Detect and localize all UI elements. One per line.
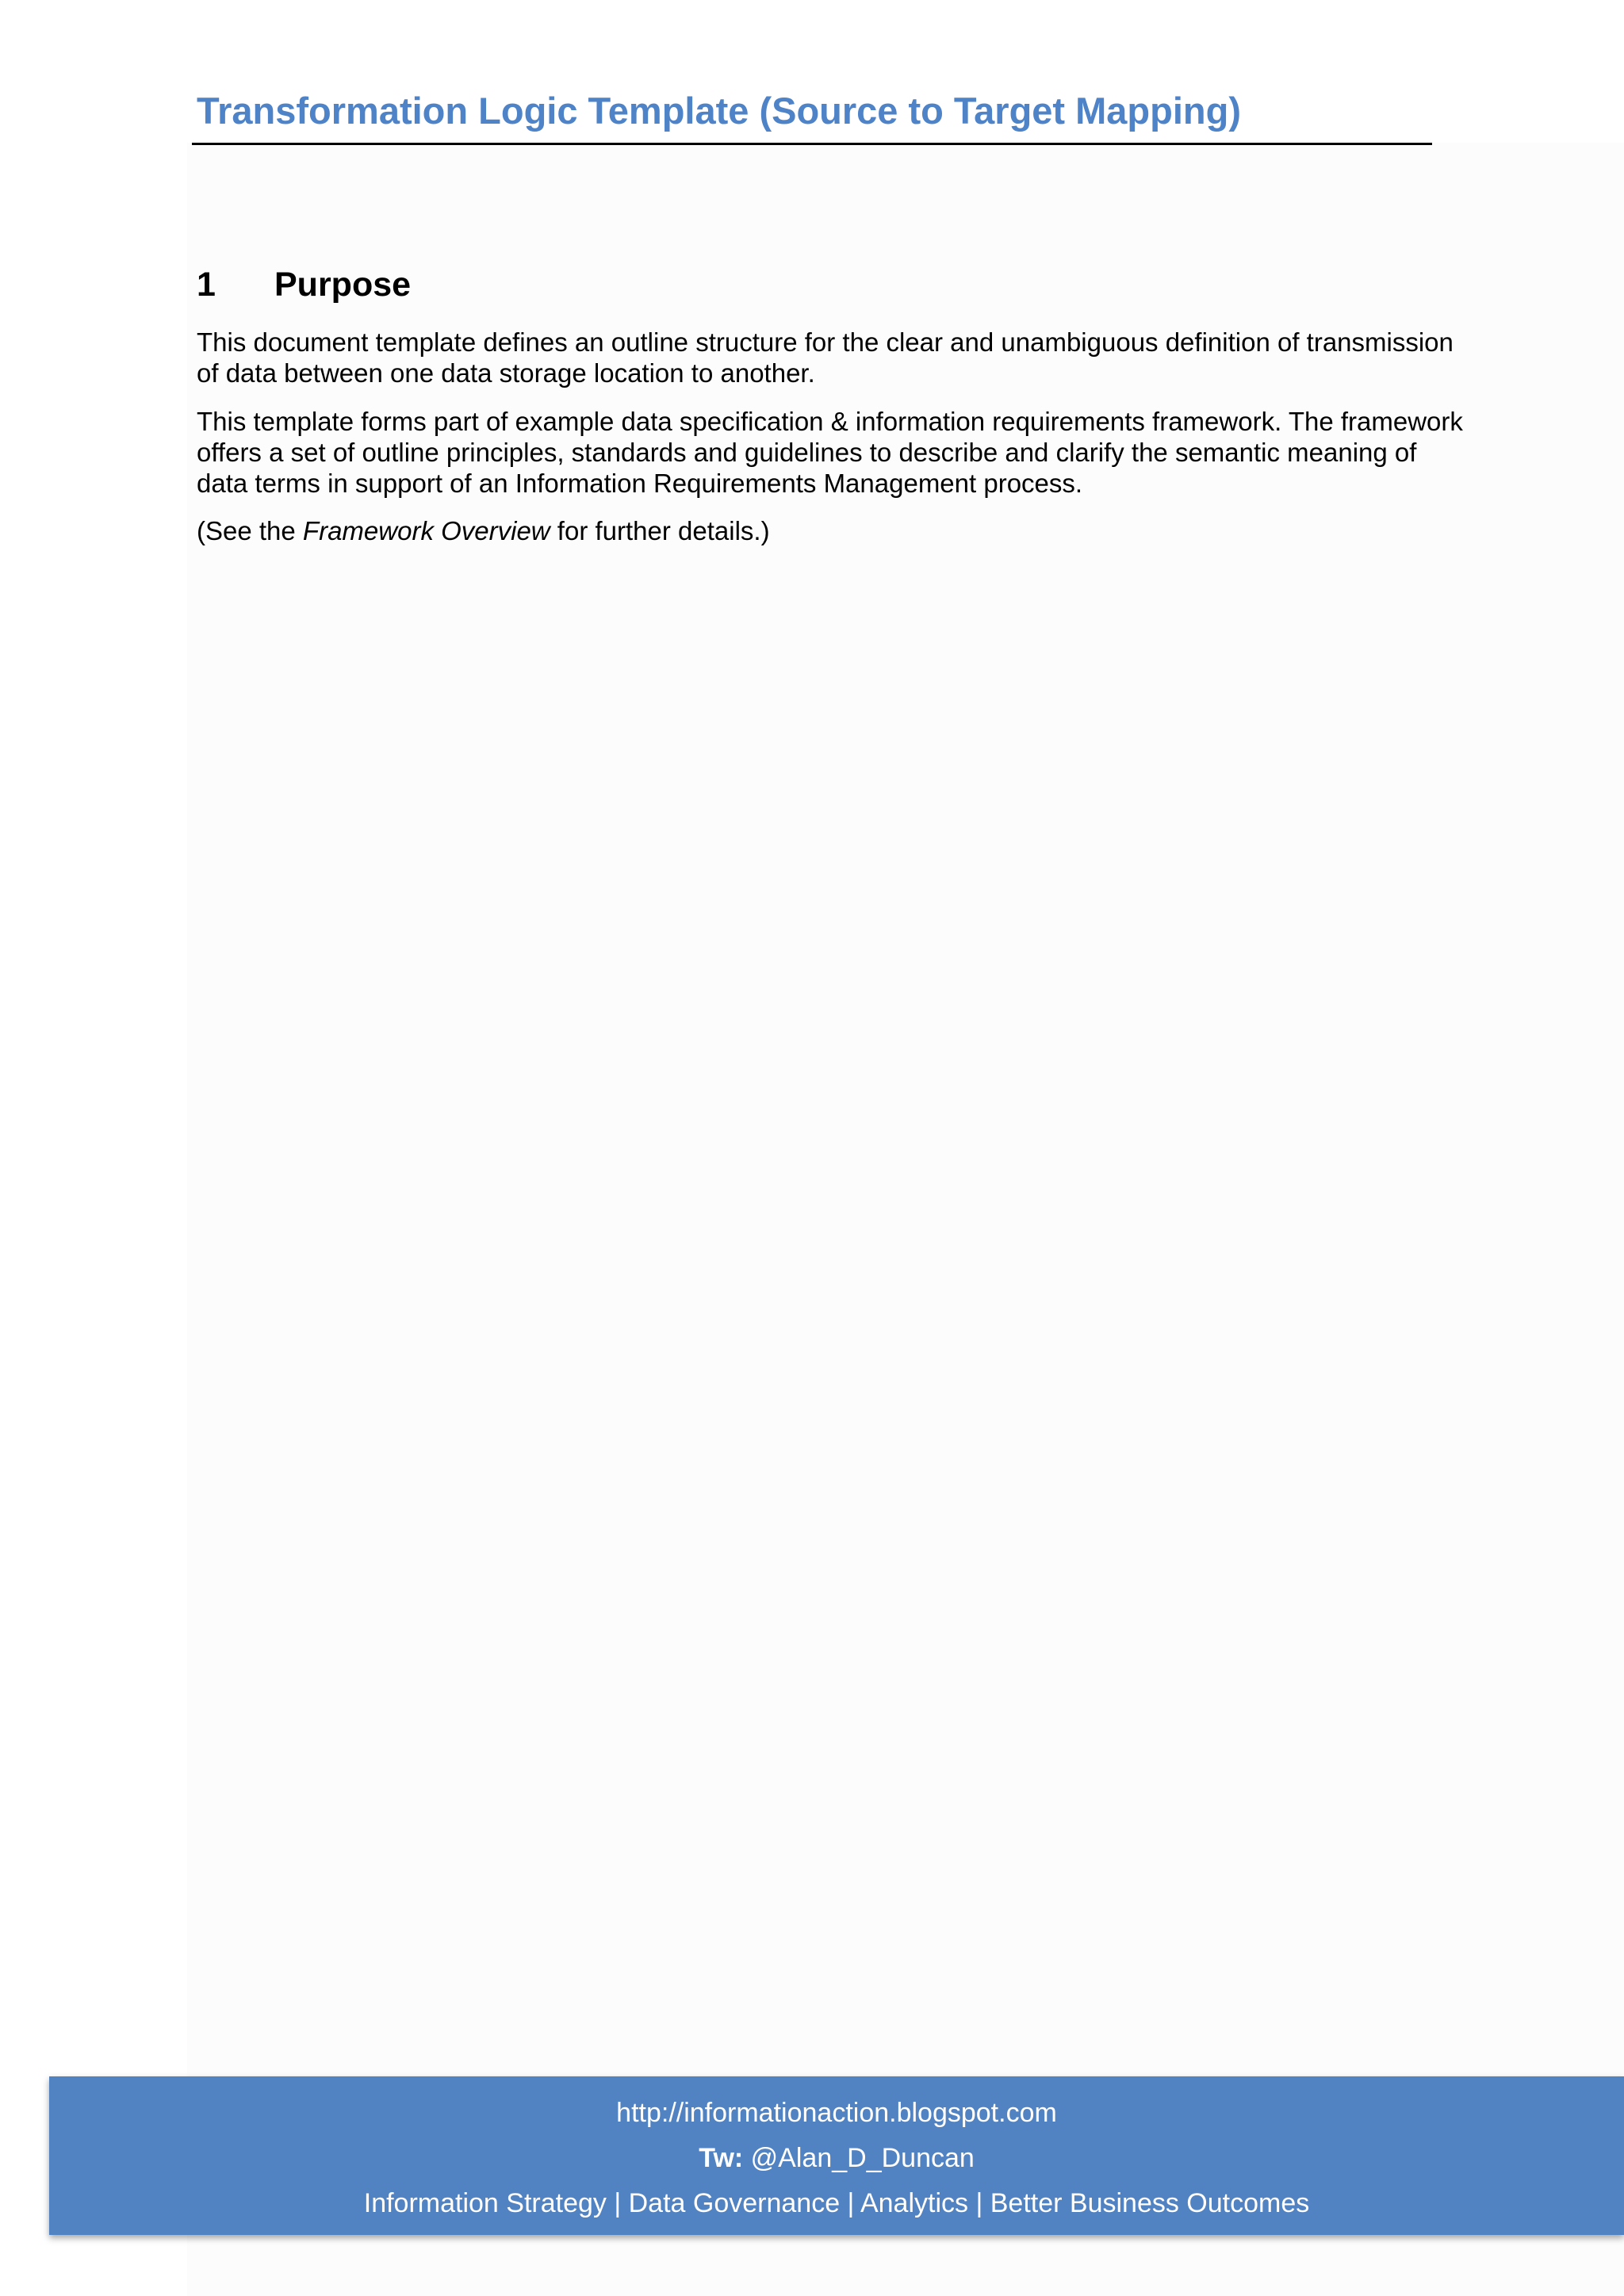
footer-banner (49, 2076, 1624, 2235)
see-also-prefix: (See the (197, 516, 303, 545)
twitter-handle[interactable]: @Alan_D_Duncan (743, 2143, 975, 2173)
section-title: Purpose (274, 266, 412, 304)
see-also-suffix: for further details.) (550, 516, 770, 545)
title-underline (192, 143, 1432, 145)
purpose-paragraph-1: This document template defines an outline structure for the clear and unambiguous definition of transmission of data between one data storage location to another. (197, 327, 1454, 388)
footer-tagline: Information Strategy | Data Governance | Analytics | Better Business Outcomes (363, 2188, 1310, 2218)
twitter-label: Tw: (699, 2143, 744, 2173)
footer-url[interactable]: http://informationaction.blogspot.com (616, 2098, 1057, 2128)
document-title: Transformation Logic Template (Source to Target Mapping) (197, 90, 1241, 132)
see-also-paragraph (197, 515, 1465, 546)
framework-overview-reference: Framework Overview (302, 516, 550, 545)
purpose-paragraph-2: This template forms part of example data specification & information requirements framework. The framework offers a set of outline principles, standards and guidelines to describe and clarify the semantic meaning of data terms in support of an Information Requirements Management process. (197, 407, 1463, 498)
section-number: 1 (197, 266, 216, 304)
section-heading (197, 265, 411, 306)
footer-twitter (49, 2142, 1624, 2174)
